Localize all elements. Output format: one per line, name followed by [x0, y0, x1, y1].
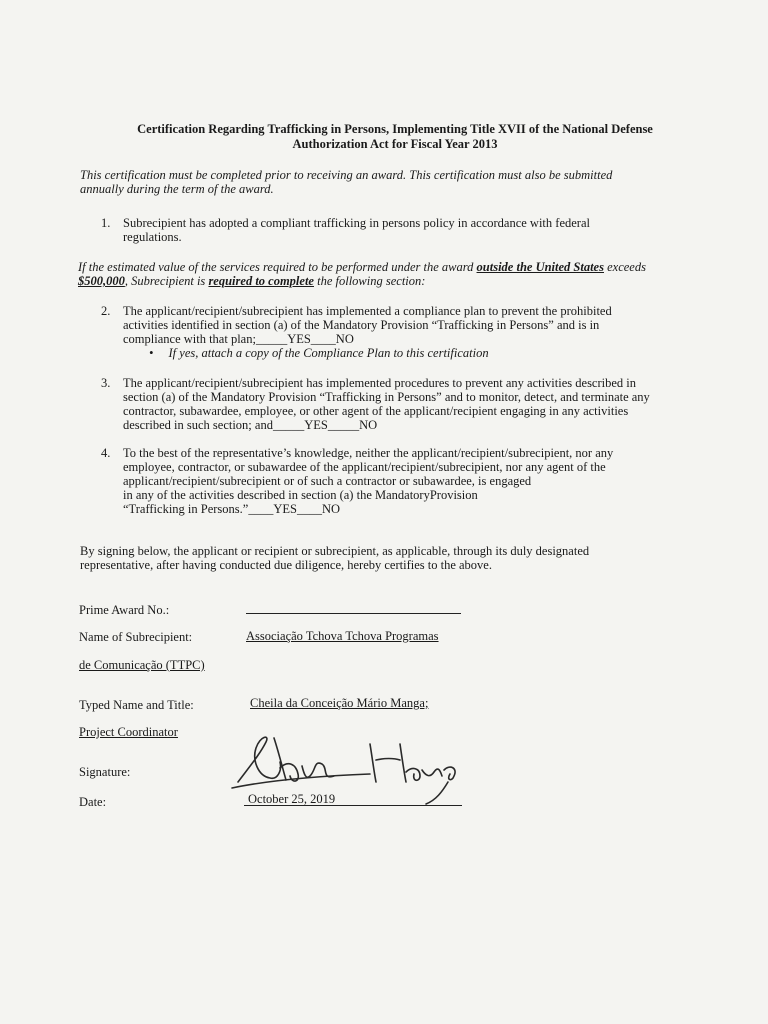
subrecipient-value-continued: de Comunicação (TTPC)	[79, 658, 205, 672]
item-3	[101, 376, 653, 432]
attestation-text: By signing below, the applicant or recipient or subrecipient, as applicable, through its duly designated representative, after having conducted due diligence, hereby certifies to the above.	[80, 544, 590, 572]
item-1-number: 1.	[101, 216, 111, 230]
item-1	[101, 216, 651, 244]
title-line-2: Authorization Act for Fiscal Year 2013	[292, 137, 498, 151]
typed-name-value: Cheila da Conceição Mário Manga;	[250, 696, 429, 710]
intro-note: This certification must be completed prior to receiving an award. This certification must also be submitted annually during the term of the award.	[80, 168, 613, 196]
item-2-number: 2.	[101, 304, 111, 318]
item-2-note	[149, 346, 653, 360]
item-4	[101, 446, 661, 516]
item-4-line-1: To the best of the representative’s knowledge, neither the applicant/recipient/subrecipient, nor any	[123, 446, 614, 460]
condition-required: required to complete	[208, 274, 314, 288]
condition-part-2: exceeds	[603, 260, 646, 274]
typed-name-value-continued: Project Coordinator	[79, 725, 178, 739]
subrecipient-value: Associação Tchova Tchova Programas	[246, 629, 439, 643]
condition-part-3: , Subrecipient is	[124, 274, 209, 288]
condition-note	[78, 260, 652, 288]
item-2-text: The applicant/recipient/subrecipient has implemented a compliance plan to prevent the prohibited activities identified in section (a) of the Mandatory Provision “Trafficking in Persons” and is in compliance with that plan;_____YES____NO	[123, 304, 612, 346]
prime-award-label: Prime Award No.:	[79, 603, 170, 617]
signature-label: Signature:	[79, 765, 131, 779]
item-4-line-4: in any of the activities described in section (a) the MandatoryProvision	[123, 488, 478, 502]
item-4-line-2: employee, contractor, or subawardee of the applicant/recipient/subrecipient, nor any agent of the	[123, 460, 606, 474]
condition-amount: $500,000	[78, 274, 125, 288]
item-3-text: The applicant/recipient/subrecipient has implemented procedures to prevent any activities described in section (a) of the Mandatory Provision “Trafficking in Persons” and to monitor, detect, and terminate any contractor, subawardee, employee, or other agent of the applicant/recipient engaging in any activities described in such section; and_____YES_____NO	[123, 376, 650, 432]
date-value: October 25, 2019	[248, 792, 336, 806]
item-4-line-5: “Trafficking in Persons.”____YES____NO	[123, 502, 341, 516]
subrecipient-label: Name of Subrecipient:	[79, 630, 193, 644]
title-line-1: Certification Regarding Trafficking in Persons, Implementing Title XVII of the National Defense	[137, 122, 653, 136]
item-3-number: 3.	[101, 376, 111, 390]
item-4-number: 4.	[101, 446, 111, 460]
typed-name-label: Typed Name and Title:	[79, 698, 194, 712]
item-4-line-3: applicant/recipient/subrecipient or of such a contractor or subawardee, is engaged	[123, 474, 532, 488]
date-field-line	[244, 805, 462, 806]
document-title	[70, 122, 720, 152]
condition-part-4: the following section:	[313, 274, 426, 288]
item-2-note-text: If yes, attach a copy of the Compliance Plan to this certification	[168, 346, 489, 360]
bullet-icon: •	[149, 346, 154, 360]
date-label: Date:	[79, 795, 107, 809]
prime-award-field[interactable]	[246, 613, 461, 614]
condition-part-1: If the estimated value of the services required to be performed under the award	[78, 260, 477, 274]
condition-outside-us: outside the United States	[476, 260, 604, 274]
item-2	[101, 304, 653, 360]
item-1-text: Subrecipient has adopted a compliant trafficking in persons policy in accordance with federal regulations.	[123, 216, 590, 244]
